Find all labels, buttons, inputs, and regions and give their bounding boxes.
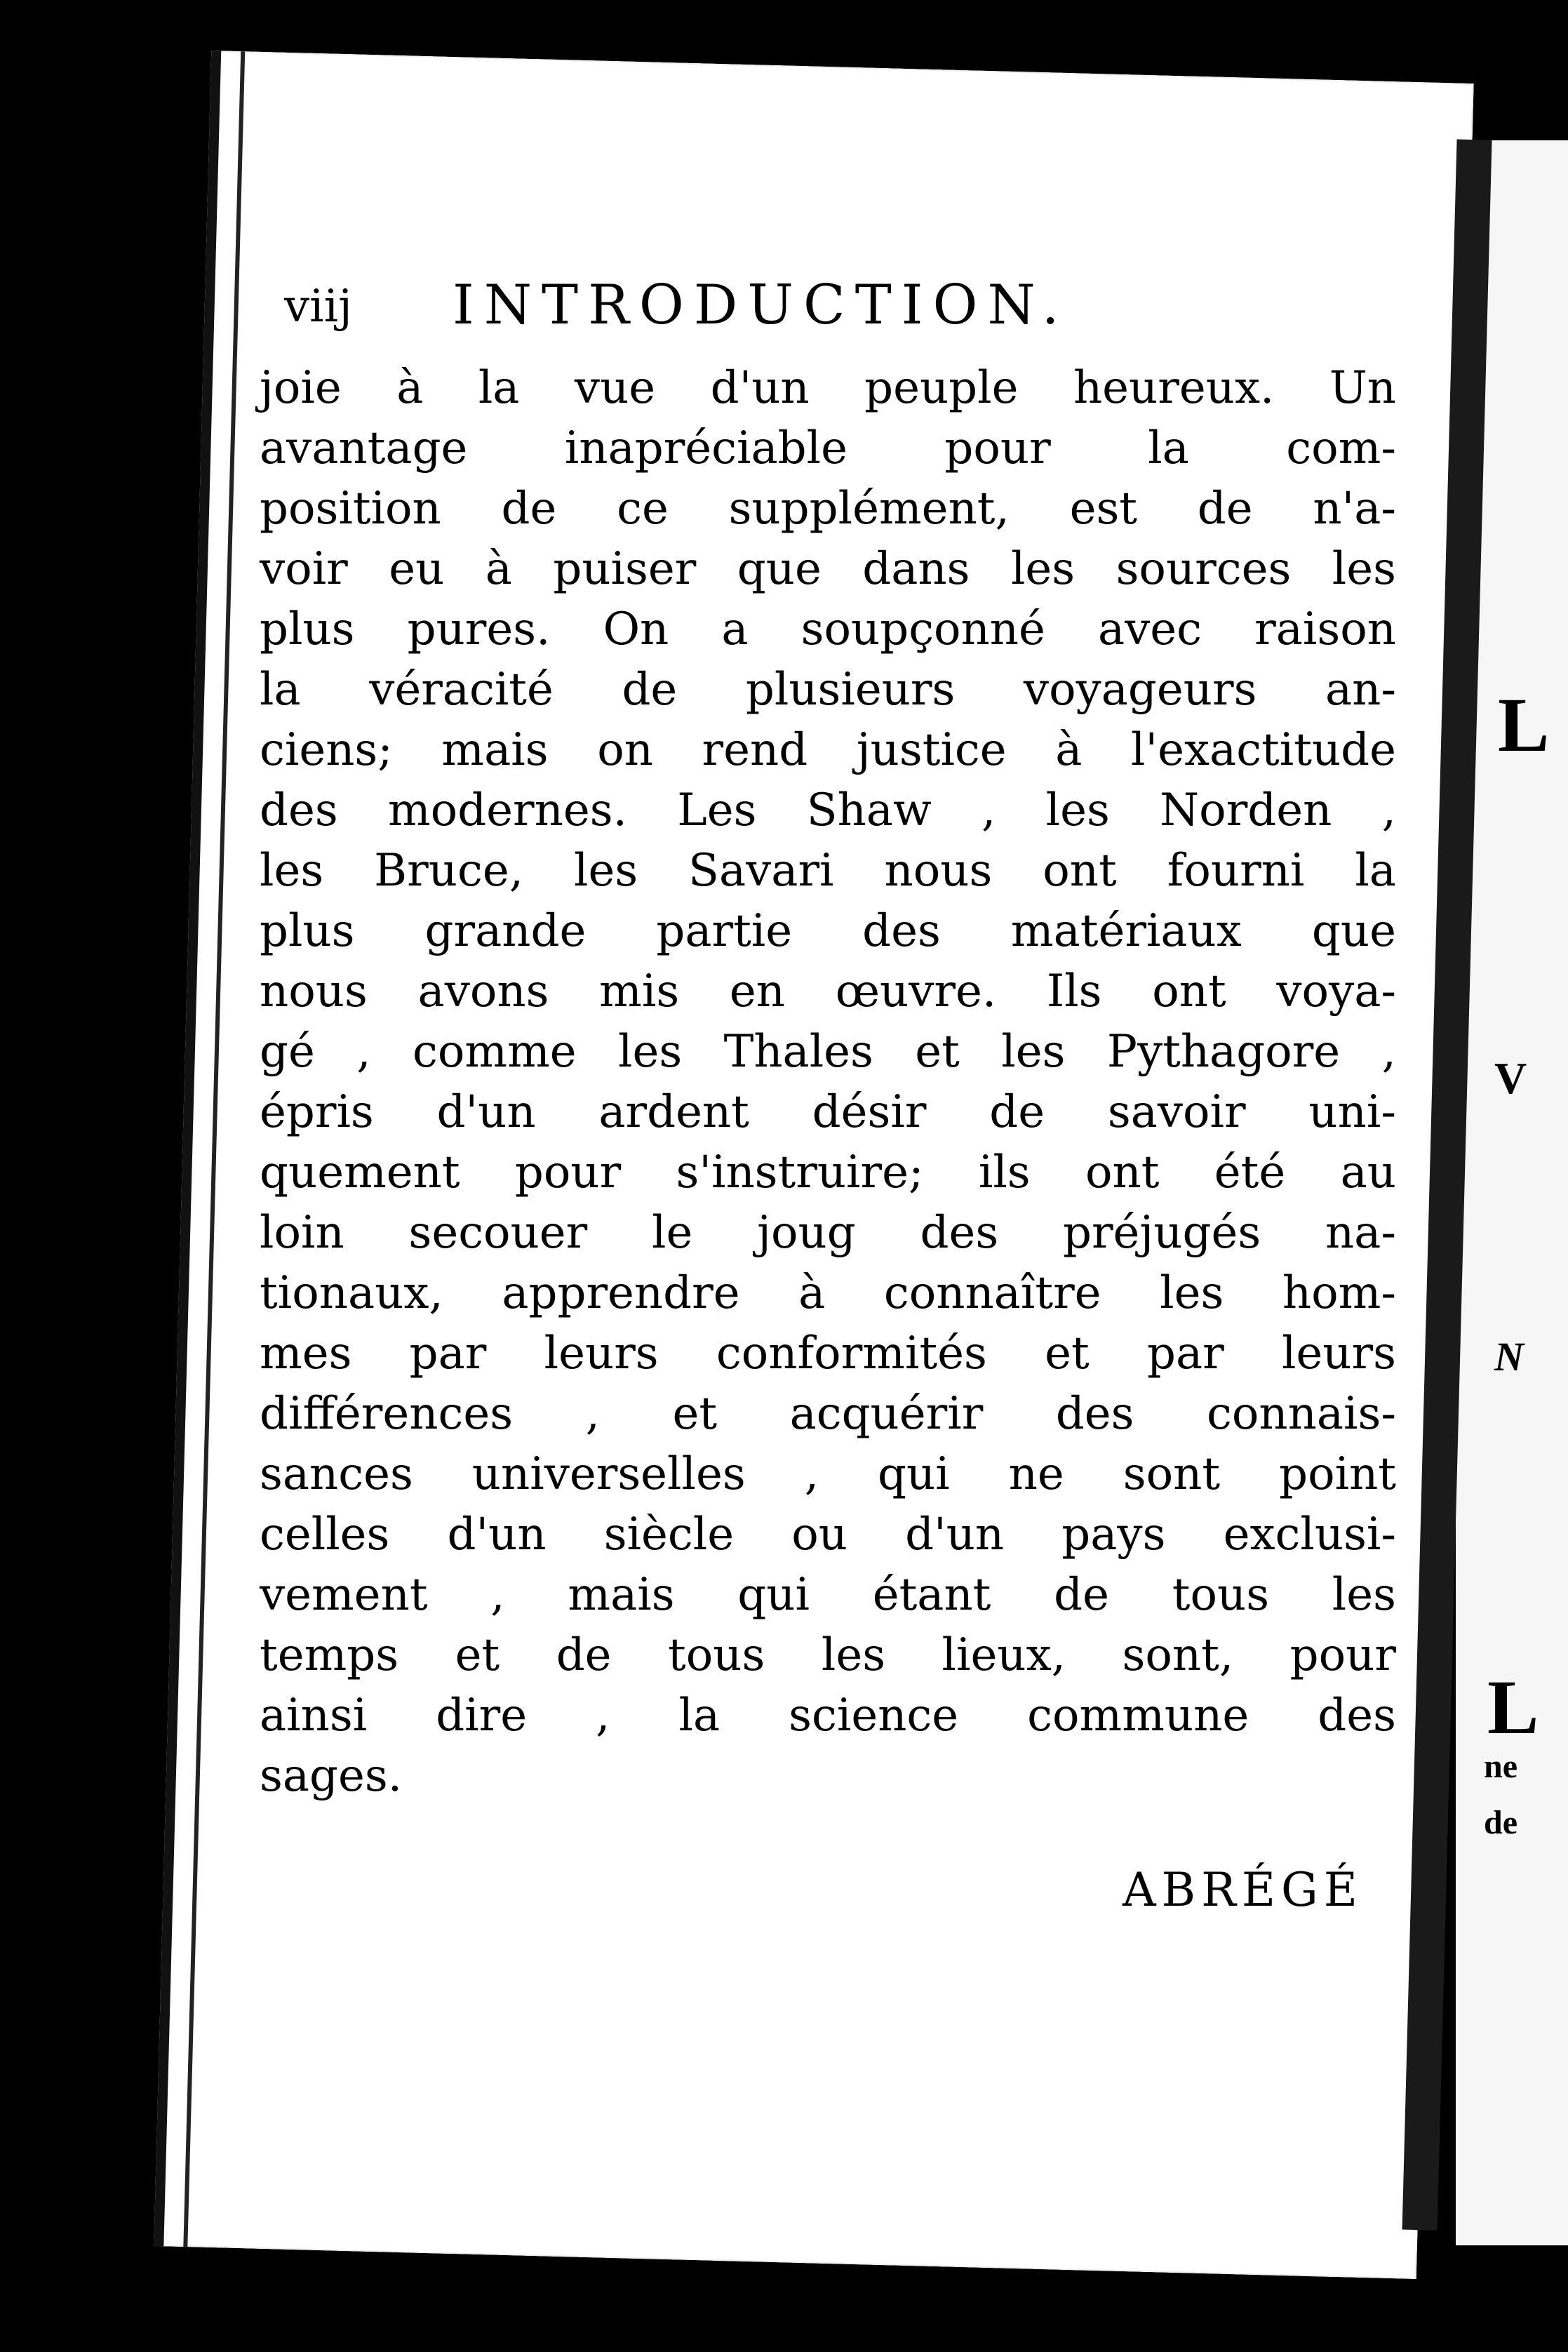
word: ils bbox=[978, 1147, 1031, 1198]
word: par bbox=[1146, 1328, 1224, 1379]
word: pour bbox=[1289, 1629, 1396, 1681]
word: Savari bbox=[688, 845, 834, 897]
text-line bbox=[260, 599, 1396, 660]
word: exclusi- bbox=[1223, 1509, 1396, 1561]
word: Thales bbox=[723, 1026, 873, 1078]
word: secouer bbox=[408, 1207, 588, 1259]
word: conformités bbox=[716, 1328, 987, 1379]
word: ciens; bbox=[260, 724, 393, 776]
word: Ils bbox=[1046, 965, 1102, 1017]
adjacent-glyph: L bbox=[1487, 1664, 1539, 1750]
word: Bruce, bbox=[374, 845, 524, 897]
word: la bbox=[1148, 422, 1189, 474]
word: la bbox=[1355, 845, 1396, 897]
word: apprendre bbox=[502, 1267, 740, 1319]
word: supplément, bbox=[728, 483, 1010, 535]
word: Norden bbox=[1160, 784, 1332, 836]
word: et bbox=[915, 1026, 960, 1078]
word: qui bbox=[878, 1448, 950, 1500]
word: à bbox=[798, 1267, 826, 1319]
word: sont bbox=[1123, 1448, 1221, 1500]
word: œuvre. bbox=[835, 965, 997, 1017]
word: connais- bbox=[1207, 1388, 1396, 1440]
word: hom- bbox=[1282, 1267, 1396, 1319]
word: fourni bbox=[1167, 845, 1305, 897]
word: mais bbox=[441, 724, 549, 776]
word: , bbox=[1381, 784, 1396, 836]
word: puiser bbox=[553, 543, 697, 595]
word: voya- bbox=[1276, 965, 1396, 1017]
word: mes bbox=[260, 1328, 352, 1379]
word: l'exactitude bbox=[1131, 724, 1396, 776]
word: étant bbox=[872, 1569, 991, 1621]
text-line bbox=[260, 358, 1396, 418]
word: inapréciable bbox=[564, 422, 847, 474]
word: d'un bbox=[905, 1509, 1005, 1561]
word: eu bbox=[389, 543, 445, 595]
word: gé bbox=[260, 1026, 315, 1078]
catchword: ABRÉGÉ bbox=[1123, 1863, 1363, 1917]
word: avantage bbox=[260, 422, 468, 474]
word: tionaux, bbox=[260, 1267, 443, 1319]
word: , bbox=[1381, 1026, 1396, 1078]
word: pour bbox=[514, 1147, 622, 1198]
word: vue bbox=[574, 362, 656, 414]
word: an- bbox=[1325, 664, 1396, 716]
word: Shaw bbox=[806, 784, 932, 836]
word: d'un bbox=[447, 1509, 547, 1561]
text-line bbox=[260, 1022, 1396, 1082]
word: de bbox=[501, 483, 557, 535]
word: position bbox=[260, 483, 441, 535]
word: par bbox=[409, 1328, 487, 1379]
word: sont, bbox=[1122, 1629, 1234, 1681]
text-line bbox=[260, 901, 1396, 961]
word: des bbox=[260, 784, 338, 836]
word: siècle bbox=[603, 1509, 735, 1561]
adjacent-glyph: N bbox=[1494, 1334, 1524, 1379]
running-header bbox=[284, 274, 1266, 351]
word: na- bbox=[1325, 1207, 1396, 1259]
text-line bbox=[260, 1444, 1396, 1504]
word: plus bbox=[260, 905, 355, 957]
word: point bbox=[1279, 1448, 1396, 1500]
word: et bbox=[1045, 1328, 1090, 1379]
word: ainsi bbox=[260, 1690, 368, 1742]
text-line bbox=[260, 720, 1396, 780]
word: été bbox=[1214, 1147, 1286, 1198]
word: en bbox=[729, 965, 785, 1017]
word: plusieurs bbox=[745, 664, 956, 716]
word: celles bbox=[260, 1509, 390, 1561]
word: les bbox=[1160, 1267, 1224, 1319]
word: plus bbox=[260, 603, 355, 655]
word: modernes. bbox=[387, 784, 627, 836]
word: tous bbox=[1172, 1569, 1270, 1621]
word: peuple bbox=[864, 362, 1019, 414]
text-line bbox=[260, 1685, 1396, 1746]
word: pures. bbox=[407, 603, 551, 655]
text-line bbox=[260, 961, 1396, 1022]
word: matériaux bbox=[1010, 905, 1242, 957]
word: de bbox=[1197, 483, 1253, 535]
text-line bbox=[260, 539, 1396, 599]
word: de bbox=[556, 1629, 612, 1681]
word: ne bbox=[1008, 1448, 1064, 1500]
word: partie bbox=[656, 905, 793, 957]
word: ce bbox=[617, 483, 669, 535]
word: les bbox=[260, 845, 324, 897]
word: que bbox=[737, 543, 822, 595]
word: sages. bbox=[260, 1750, 403, 1802]
word: raison bbox=[1254, 603, 1396, 655]
text-line bbox=[260, 1565, 1396, 1625]
word: qui bbox=[737, 1569, 810, 1621]
word: à bbox=[396, 362, 424, 414]
word: d'un bbox=[436, 1086, 536, 1138]
word: , bbox=[585, 1388, 600, 1440]
word: des bbox=[1318, 1690, 1396, 1742]
word: , bbox=[356, 1026, 371, 1078]
word: la bbox=[478, 362, 520, 414]
word: connaître bbox=[883, 1267, 1101, 1319]
word: sources bbox=[1115, 543, 1292, 595]
page-gutter bbox=[154, 51, 270, 2247]
text-line bbox=[260, 1142, 1396, 1203]
word: , bbox=[596, 1690, 610, 1742]
text-line bbox=[260, 1625, 1396, 1685]
word: uni- bbox=[1308, 1086, 1396, 1138]
word: épris bbox=[260, 1086, 374, 1138]
word: avons bbox=[417, 965, 549, 1017]
word: vement bbox=[260, 1569, 428, 1621]
text-line bbox=[260, 1082, 1396, 1142]
text-line bbox=[260, 1504, 1396, 1565]
word: de bbox=[1054, 1569, 1109, 1621]
text-line bbox=[260, 418, 1396, 479]
word: sances bbox=[260, 1448, 413, 1500]
word: heureux. bbox=[1073, 362, 1275, 414]
text-line bbox=[260, 1263, 1396, 1323]
word: tous bbox=[668, 1629, 765, 1681]
word: à bbox=[1055, 724, 1083, 776]
word: les bbox=[821, 1629, 886, 1681]
word: , bbox=[804, 1448, 819, 1500]
word: la bbox=[678, 1690, 721, 1742]
word: et bbox=[455, 1629, 500, 1681]
text-line bbox=[260, 660, 1396, 720]
running-title: INTRODUCTION. bbox=[453, 274, 1069, 337]
word: mais bbox=[568, 1569, 675, 1621]
text-line bbox=[260, 780, 1396, 841]
word: rend bbox=[702, 724, 808, 776]
text-line bbox=[260, 1203, 1396, 1263]
word: n'a- bbox=[1313, 483, 1396, 535]
word: lieux, bbox=[942, 1629, 1066, 1681]
word: acquérir bbox=[789, 1388, 984, 1440]
adjacent-glyph: V bbox=[1494, 1053, 1527, 1103]
word: ardent bbox=[598, 1086, 749, 1138]
word: les bbox=[1001, 1026, 1066, 1078]
text-line bbox=[260, 1384, 1396, 1444]
word: les bbox=[1045, 784, 1110, 836]
body-text bbox=[260, 358, 1396, 1806]
adjacent-glyph: ne bbox=[1484, 1748, 1517, 1785]
word: différences bbox=[260, 1388, 514, 1440]
word: comme bbox=[413, 1026, 577, 1078]
word: des bbox=[862, 905, 941, 957]
word: grande bbox=[424, 905, 587, 957]
word: joug bbox=[757, 1207, 856, 1259]
word: la bbox=[260, 664, 301, 716]
text-line bbox=[260, 479, 1396, 539]
word: savoir bbox=[1107, 1086, 1246, 1138]
word: des bbox=[1055, 1388, 1134, 1440]
word: des bbox=[920, 1207, 999, 1259]
word: ont bbox=[1043, 845, 1117, 897]
word: s'instruire; bbox=[676, 1147, 924, 1198]
word: universelles bbox=[471, 1448, 746, 1500]
word: voir bbox=[260, 543, 348, 595]
word: ou bbox=[791, 1509, 847, 1561]
text-line bbox=[260, 841, 1396, 901]
word: loin bbox=[260, 1207, 344, 1259]
word: , bbox=[981, 784, 996, 836]
word: véracité bbox=[369, 664, 554, 716]
word: que bbox=[1311, 905, 1396, 957]
word: à bbox=[485, 543, 512, 595]
word: ont bbox=[1085, 1147, 1160, 1198]
page-number: viij bbox=[284, 281, 352, 333]
word: Un bbox=[1329, 362, 1396, 414]
word: les bbox=[574, 845, 638, 897]
word: Pythagore bbox=[1106, 1026, 1341, 1078]
word: les bbox=[1332, 543, 1396, 595]
word: joie bbox=[260, 362, 342, 414]
word: dire bbox=[436, 1690, 528, 1742]
text-line bbox=[260, 1746, 1396, 1806]
word: pays bbox=[1061, 1509, 1166, 1561]
word: a bbox=[721, 603, 749, 655]
word: ont bbox=[1152, 965, 1226, 1017]
word: préjugés bbox=[1062, 1207, 1261, 1259]
word: com- bbox=[1286, 422, 1396, 474]
word: les bbox=[1332, 1569, 1396, 1621]
word: pour bbox=[944, 422, 1051, 474]
word: , bbox=[490, 1569, 505, 1621]
word: mis bbox=[599, 965, 680, 1017]
word: et bbox=[672, 1388, 718, 1440]
word: est bbox=[1069, 483, 1137, 535]
text-line bbox=[260, 1323, 1396, 1384]
word: On bbox=[603, 603, 669, 655]
word: justice bbox=[856, 724, 1007, 776]
word: quement bbox=[260, 1147, 460, 1198]
word: nous bbox=[884, 845, 993, 897]
word: désir bbox=[812, 1086, 927, 1138]
word: science bbox=[789, 1690, 959, 1742]
word: les bbox=[1010, 543, 1076, 595]
word: commune bbox=[1027, 1690, 1249, 1742]
word: leurs bbox=[1281, 1328, 1396, 1379]
adjacent-glyph: de bbox=[1484, 1804, 1517, 1841]
word: le bbox=[652, 1207, 693, 1259]
word: avec bbox=[1097, 603, 1202, 655]
adjacent-glyph: L bbox=[1498, 682, 1550, 768]
word: soupçonné bbox=[800, 603, 1045, 655]
word: Les bbox=[677, 784, 757, 836]
word: leurs bbox=[544, 1328, 659, 1379]
word: voyageurs bbox=[1023, 664, 1257, 716]
word: temps bbox=[260, 1629, 399, 1681]
word: on bbox=[597, 724, 653, 776]
word: au bbox=[1340, 1147, 1396, 1198]
word: nous bbox=[260, 965, 368, 1017]
word: de bbox=[622, 664, 678, 716]
word: de bbox=[989, 1086, 1045, 1138]
word: dans bbox=[862, 543, 970, 595]
word: les bbox=[618, 1026, 683, 1078]
word: d'un bbox=[710, 362, 810, 414]
